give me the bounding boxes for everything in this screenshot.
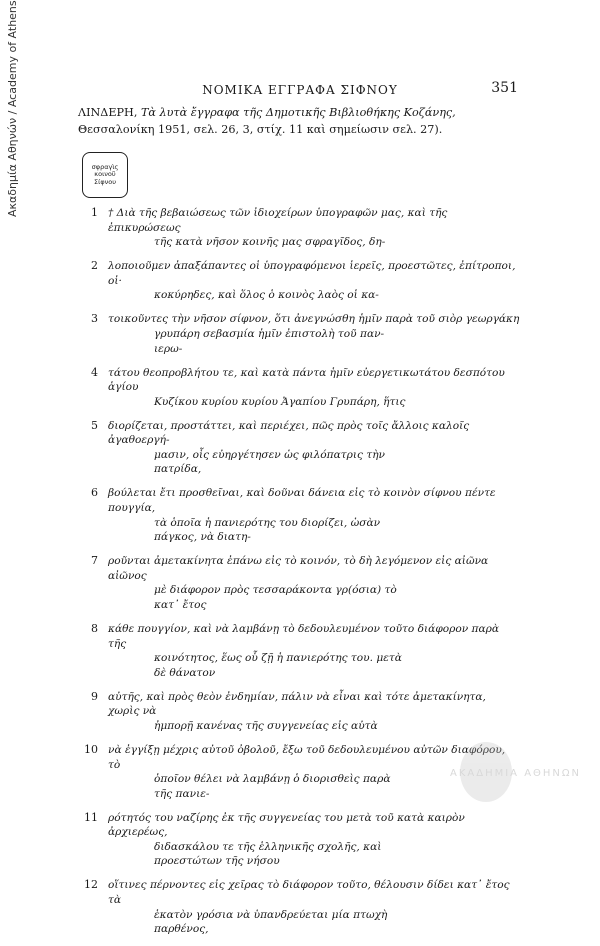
line-text: βούλεται ἔτι προσθεῖναι, καὶ δοῦναι δάνεια εἰς τὸ κοινὸν σίφνου πέντε πουγγία, xyxy=(108,487,496,515)
line-text: νὰ ἐγγίξῃ μέχρις αὐτοῦ ὀβολοῦ, ἔξω τοῦ δεδουλευμένου αὐτῶν διαφόρου, τὸ xyxy=(108,743,506,771)
line-continuation: δὲ θάνατον xyxy=(154,666,216,679)
line-continuation: τῆς κατὰ νῆσον κοινῆς μας σφραγῖδος, δη- xyxy=(154,236,386,249)
line-continuation: ἠμπορῇ κανένας τῆς συγγενείας εἰς αὐτὰ xyxy=(154,719,378,732)
line-text: ρότητός του ναζίρης ἐκ τῆς συγγενείας του μετὰ τοῦ κατὰ καιρὸν ἀρχιερέως, xyxy=(108,811,465,839)
line-continuation: παρθένος, xyxy=(154,923,209,936)
document-line xyxy=(78,690,520,734)
archive-side-label: Ακαδημία Αθηνών / Academy of Athens xyxy=(6,0,19,217)
line-text: τοικοῦντες τὴν νῆσον σίφνον, ὅτι ἀνεγνώσθη ἡμῖν παρὰ τοῦ σιὸρ γεωργάκη xyxy=(108,313,520,326)
document-line xyxy=(78,622,520,680)
running-header xyxy=(0,80,600,100)
line-continuation: πατρίδα, xyxy=(154,463,202,476)
line-text: κάθε πουγγίον, καὶ νὰ λαμβάνῃ τὸ δεδουλευμένον τοῦτο διάφορον παρὰ τῆς xyxy=(108,622,500,650)
seal-stamp xyxy=(82,152,128,198)
line-number: 3 xyxy=(91,312,98,326)
line-number: 7 xyxy=(91,554,98,568)
line-body xyxy=(108,690,520,734)
line-body xyxy=(108,878,520,936)
line-text: ροῦνται ἀμετακίνητα ἐπάνω εἰς τὸ κοινόν, τὸ δὴ λεγόμενον εἰς αἰῶνα αἰῶνος xyxy=(108,555,489,582)
line-continuation: τὰ ὁποῖα ἡ πανιερότης του διορίζει, ὡσὰν xyxy=(154,516,381,529)
document-line xyxy=(78,878,520,936)
line-continuation: προεστώτων τῆς νήσου xyxy=(154,855,280,868)
line-continuation: μὲ διάφορον πρὸς τεσσαράκοντα γρ(όσια) τὸ xyxy=(154,584,397,597)
document-line xyxy=(78,312,520,356)
line-body xyxy=(108,554,520,612)
line-continuation: ἑκατὸν γρόσια νὰ ὑπανδρεύεται μία πτωχὴ xyxy=(154,908,388,921)
document-line xyxy=(78,366,520,410)
line-text: † Διὰ τῆς βεβαιώσεως τῶν ἰδιοχείρων ὑπογραφῶν μας, καὶ τῆς ἐπικυρώσεως xyxy=(108,207,448,234)
line-body xyxy=(108,419,520,477)
line-number: 12 xyxy=(84,878,98,892)
line-number: 6 xyxy=(91,486,98,500)
line-body xyxy=(108,259,520,303)
line-text: οἵτινες πέρνοντες εἰς χεῖρας τὸ διάφορον τοῦτο, θέλουσιν δίδει κατ᾽ ἔτος τὰ xyxy=(108,879,510,907)
document-line xyxy=(78,206,520,250)
document-line xyxy=(78,419,520,477)
page-title: ΝΟΜΙΚΑ ΕΓΓΡΑΦΑ ΣΙΦΝΟΥ xyxy=(202,83,398,97)
line-text: λοποιοῦμεν ἁπαξάπαντες οἱ ὑπογραφόμενοι ἱερεῖς, προεστῶτες, ἐπίτροποι, οἱ· xyxy=(108,260,516,287)
line-continuation: κοκύρηδες, καὶ ὅλος ὁ κοινὸς λαὸς οἱ κα- xyxy=(154,289,379,302)
document-line xyxy=(78,486,520,544)
document-line xyxy=(78,554,520,612)
line-number: 8 xyxy=(91,621,98,635)
seal-line-3: Σίφνου xyxy=(94,177,116,186)
line-body xyxy=(108,811,520,869)
intro-rest: Θεσσαλονίκη 1951, σελ. 26, 3, στίχ. 11 καὶ σημείωσιν σελ. 27). xyxy=(78,123,443,136)
document-line xyxy=(78,811,520,869)
line-number: 4 xyxy=(91,365,98,379)
intro-paragraph xyxy=(78,104,518,138)
document-line xyxy=(78,259,520,303)
page-number: 351 xyxy=(491,80,518,96)
line-text: τάτου θεοπροβλήτου τε, καὶ κατὰ πάντα ἡμῖν εὐεργετικωτάτου δεσπότου ἁγίου xyxy=(108,366,505,394)
line-body xyxy=(108,312,520,356)
line-continuation: ιερω- xyxy=(154,342,183,355)
line-text: διορίζεται, προστάττει, καὶ περιέχει, πῶς πρὸς τοῖς ἄλλοις καλοῖς ἀγαθοεργή- xyxy=(108,419,470,447)
document-lines xyxy=(78,206,520,946)
watermark-text: ΑΚΑΔΗΜΙΑ ΑΘΗΝΩΝ xyxy=(450,768,582,779)
intro-italic-title: Τὰ λυτὰ ἔγγραφα τῆς Δημοτικῆς Βιβλιοθήκης Κοζάνης, xyxy=(140,106,456,119)
line-continuation: γρυπάρη σεβασμία ἡμῖν ἐπιστολὴ τοῦ παν- xyxy=(154,327,385,340)
line-number: 2 xyxy=(91,259,98,273)
line-body xyxy=(108,366,520,410)
line-continuation: κοινότητος, ἕως οὗ ζῇ ἡ πανιερότης του. μετὰ xyxy=(154,652,402,665)
line-body xyxy=(108,206,520,250)
line-number: 5 xyxy=(91,418,98,432)
line-number: 11 xyxy=(84,810,98,824)
line-number: 1 xyxy=(91,206,98,219)
line-text: αὐτῆς, καὶ πρὸς θεὸν ἐνδημίαν, πάλιν νὰ εἶναι καὶ τότε ἀμετακίνητα, χωρὶς νὰ xyxy=(108,690,486,718)
line-body xyxy=(108,622,520,680)
line-continuation: ὁποῖον θέλει νὰ λαμβάνῃ ὁ διορισθεὶς παρὰ xyxy=(154,773,391,786)
line-continuation: πάγκος, νὰ διατη- xyxy=(154,531,251,544)
line-continuation: κατ᾽ ἔτος xyxy=(154,599,207,611)
line-body xyxy=(108,486,520,544)
line-number: 10 xyxy=(84,742,98,756)
seal-line-1: σφραγὶς xyxy=(91,162,119,171)
seal-line-2: κοινοῦ xyxy=(94,170,116,179)
line-continuation: διδασκάλου τε τῆς ἑλληνικῆς σχολῆς, καὶ xyxy=(154,840,382,853)
line-continuation: Κυζίκου κυρίου κυρίου Ἀγαπίου Γρυπάρη, ἥτις xyxy=(154,395,406,408)
intro-author: ΛΙΝΔΕΡΗ, xyxy=(78,106,138,119)
line-continuation: τῆς πανιε- xyxy=(154,787,210,800)
line-continuation: μασιν, οἷς εὐηργέτησεν ὡς φιλόπατρις τὴν xyxy=(154,448,385,461)
line-number: 9 xyxy=(91,689,98,703)
academy-watermark xyxy=(450,742,582,802)
